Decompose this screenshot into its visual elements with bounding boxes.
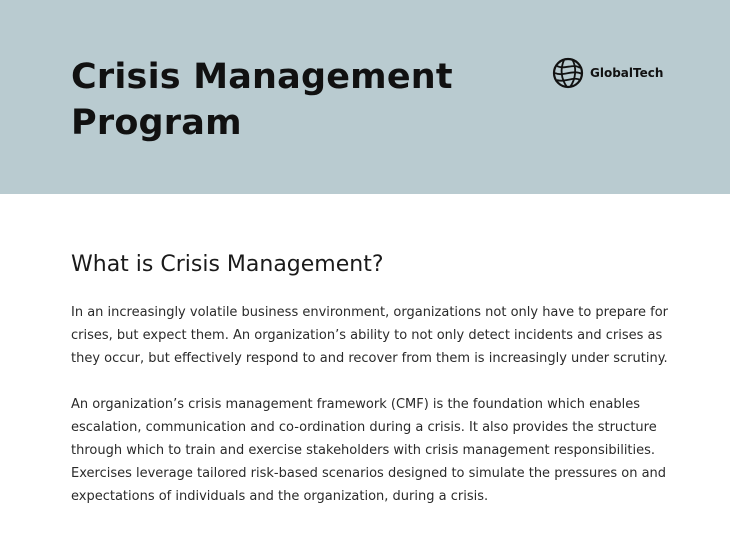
page-title bbox=[71, 54, 453, 146]
brand-logo bbox=[552, 57, 663, 89]
globe-icon bbox=[552, 57, 584, 89]
paragraph-2: An organization’s crisis management framework (CMF) is the foundation which enables escalation, communication and co-ordination during a crisis. It also provides the structure through which to train and exercise stakeholders with crisis management responsibilities. Exercises leverage tailored risk-based scenarios designed to simulate the pressures on and expectations of individuals and the organization, during a crisis. bbox=[71, 397, 667, 504]
section-heading: What is Crisis Management? bbox=[71, 252, 384, 277]
header-banner bbox=[0, 0, 730, 194]
paragraph-1: In an increasingly volatile business environment, organizations not only have to prepare for crises, but expect them. An organization’s ability to not only detect incidents and crises as they occur, but effectively respond to and recover from them is increasingly under scrutiny. bbox=[71, 305, 668, 366]
title-line-2: Program bbox=[71, 103, 242, 143]
main-content bbox=[71, 248, 671, 508]
brand-name: GlobalTech bbox=[590, 66, 664, 80]
title-line-1: Crisis Management bbox=[71, 57, 453, 97]
